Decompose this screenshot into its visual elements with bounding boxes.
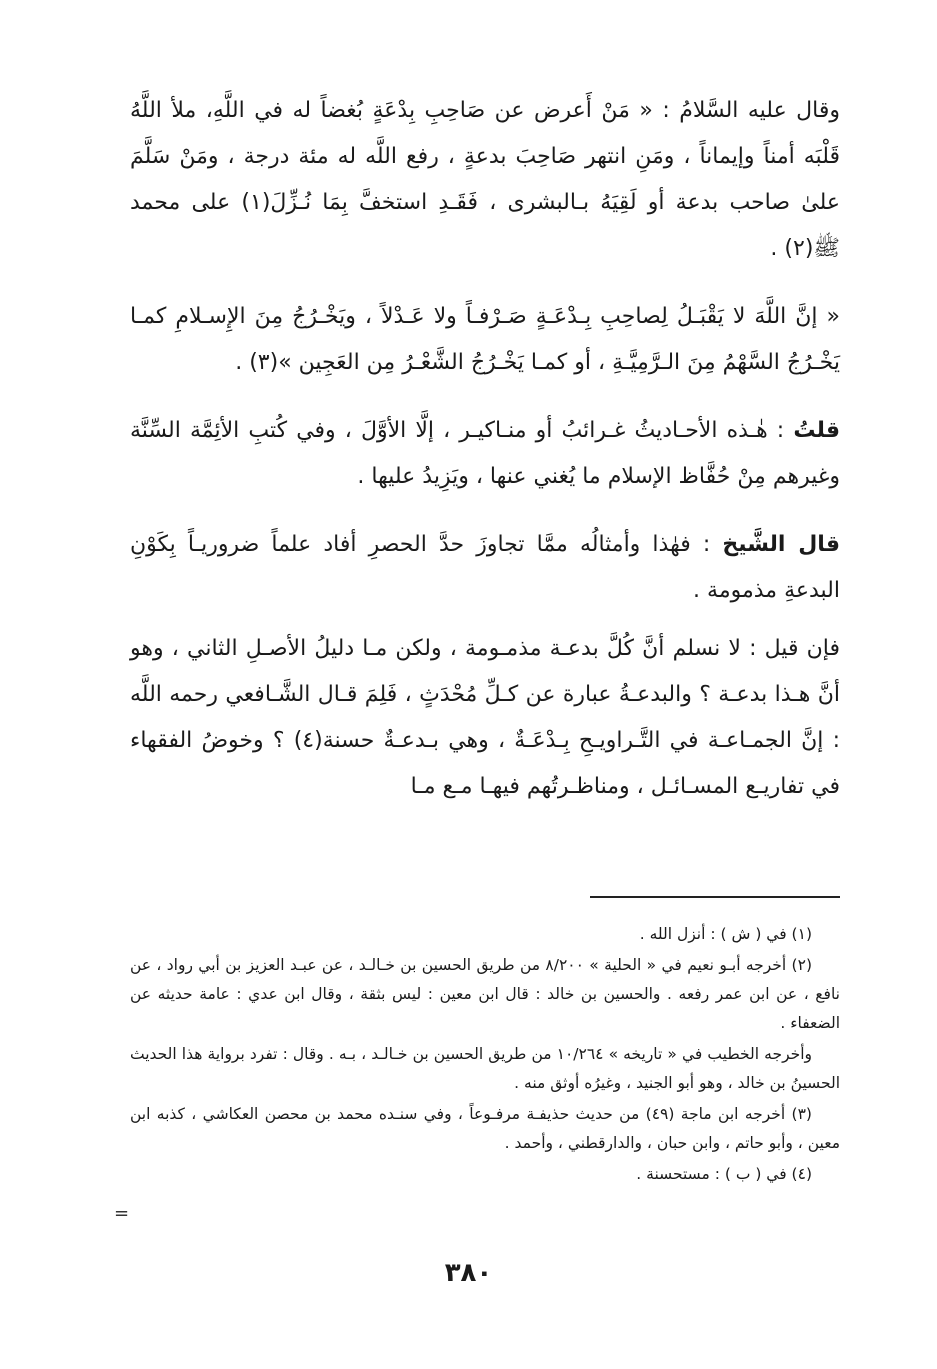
paragraph-lead: قال الشَّيخ xyxy=(722,532,840,557)
paragraph-objection xyxy=(130,626,840,810)
paragraph-text: : فهٰذا وأمثالُه ممَّا تجاوزَ حدَّ الحصرِ أفاد علماً ضروريـاً بِكَوْنِ البدعةِ مذمومة . xyxy=(130,532,840,603)
continuation-mark: = xyxy=(114,1203,130,1224)
footnotes xyxy=(130,920,840,1191)
paragraph-shaykh xyxy=(130,522,840,614)
paragraph-text: فإن قيل : لا نسلم أنَّ كُلَّ بدعـة مذمـومة ، ولكن مـا دليلُ الأصـلِ الثاني ، وهو أنَّ هـذا بدعـة ؟ والبدعـةُ عبارة عن كـلِّ مُحْدَثٍ ، فَلِمَ قـال الشَّـافعي رحمه اللَّه : إنَّ الجمـاعـة في التَّـراويـحِ بِـدْعَـةٌ ، وهي بـدعـةٌ حسنة(٤) ؟ وخوضُ الفقهاء في تفاريـع المسـائـل ، ومناظـرتُهم فيهـا مـع مـا xyxy=(130,636,841,799)
main-text xyxy=(130,88,840,822)
paragraph-lead: قلتُ xyxy=(793,418,840,443)
paragraph-qultu xyxy=(130,408,840,500)
paragraph-hadith-2 xyxy=(130,294,840,386)
paragraph-text: : هٰـذه الأحـاديثُ غـرائبُ أو منـاكيـر ، إلَّا الأوَّلَ ، وفي كُتبِ الأئِمَّة السِّنَّة وغيرهم مِنْ حُفَّاظ الإسلام ما يُغني عنها ، ويَزِيدُ عليها . xyxy=(130,418,840,489)
paragraph-hadith-1 xyxy=(130,88,840,272)
paragraph-text: وقال عليه السَّلامُ : « مَنْ أَعرض عن صَاحِبِ بِدْعَةٍ بُغضاً له في اللَّهِ، ملأ اللَّهُ قَلْبَه أمناً وإيماناً ، ومَنِ انتهر صَاحِبَ بدعةٍ ، رفع اللَّه له مئة درجة ، ومَنْ سَلَّمَ علىٰ صاحب بدعة أو لَقِيَهُ بـالبشرى ، فَقَـدِ استخفَّ بِمَا نُـزِّلَ(١) على محمد ﷺ(٢) . xyxy=(130,98,840,261)
footnote-3: (٣) أخرجه ابن ماجة (٤٩) من حديث حذيفـة مرفـوعاً ، وفي سنـده محمد بن محصن العكاشي ، كذبه ابن معين ، وأبو حاتم ، وابن حبان ، والدارقطني ، وأحمد . xyxy=(130,1105,840,1152)
footnote-1: (١) في ( ش ) : أنزل الله . xyxy=(639,925,812,943)
paragraph-text: « إنَّ اللَّهَ لا يَقْبَـلُ لِصاحِبِ بِـدْعَـةٍ صَـرْفـاً ولا عَـدْلاً ، ويَخْـرُجُ مِنَ الإِسـلامِ كمـا يَخْـرُجُ السَّهْمُ مِنَ الـرَّمِيَّـةِ ، أو كمـا يَخْـرُجُ الشَّعْـرُ مِن العَجِين »(٣) . xyxy=(130,304,840,375)
footnote-divider xyxy=(590,896,840,898)
page-number: ٣٨٠ xyxy=(444,1258,493,1288)
footnote-4: (٤) في ( ب ) : مستحسنة . xyxy=(636,1165,812,1183)
footnote-2-continued: وأخرجه الخطيب في « تاريخه » ١٠/٢٦٤ من طريق الحسين بن خـالـد ، بـه . وقال : تفرد برواية هذا الحديث الحسينُ بن خالد ، وهو أبو الجنيد ، وغيرُه أوثق منه . xyxy=(130,1045,840,1092)
footnote-2: (٢) أخرجه أبـو نعيم في « الحلية » ٨/٢٠٠ من طريق الحسين بن خـالـد ، عن عبـد العزيز بن أبي رواد ، عن نافع ، عن ابن عمر رفعه . والحسين بن خالد : قال ابن معين : ليس بثقة ، وقال ابن عدي : عامة حديثه عن الضعفاء . xyxy=(130,956,840,1032)
